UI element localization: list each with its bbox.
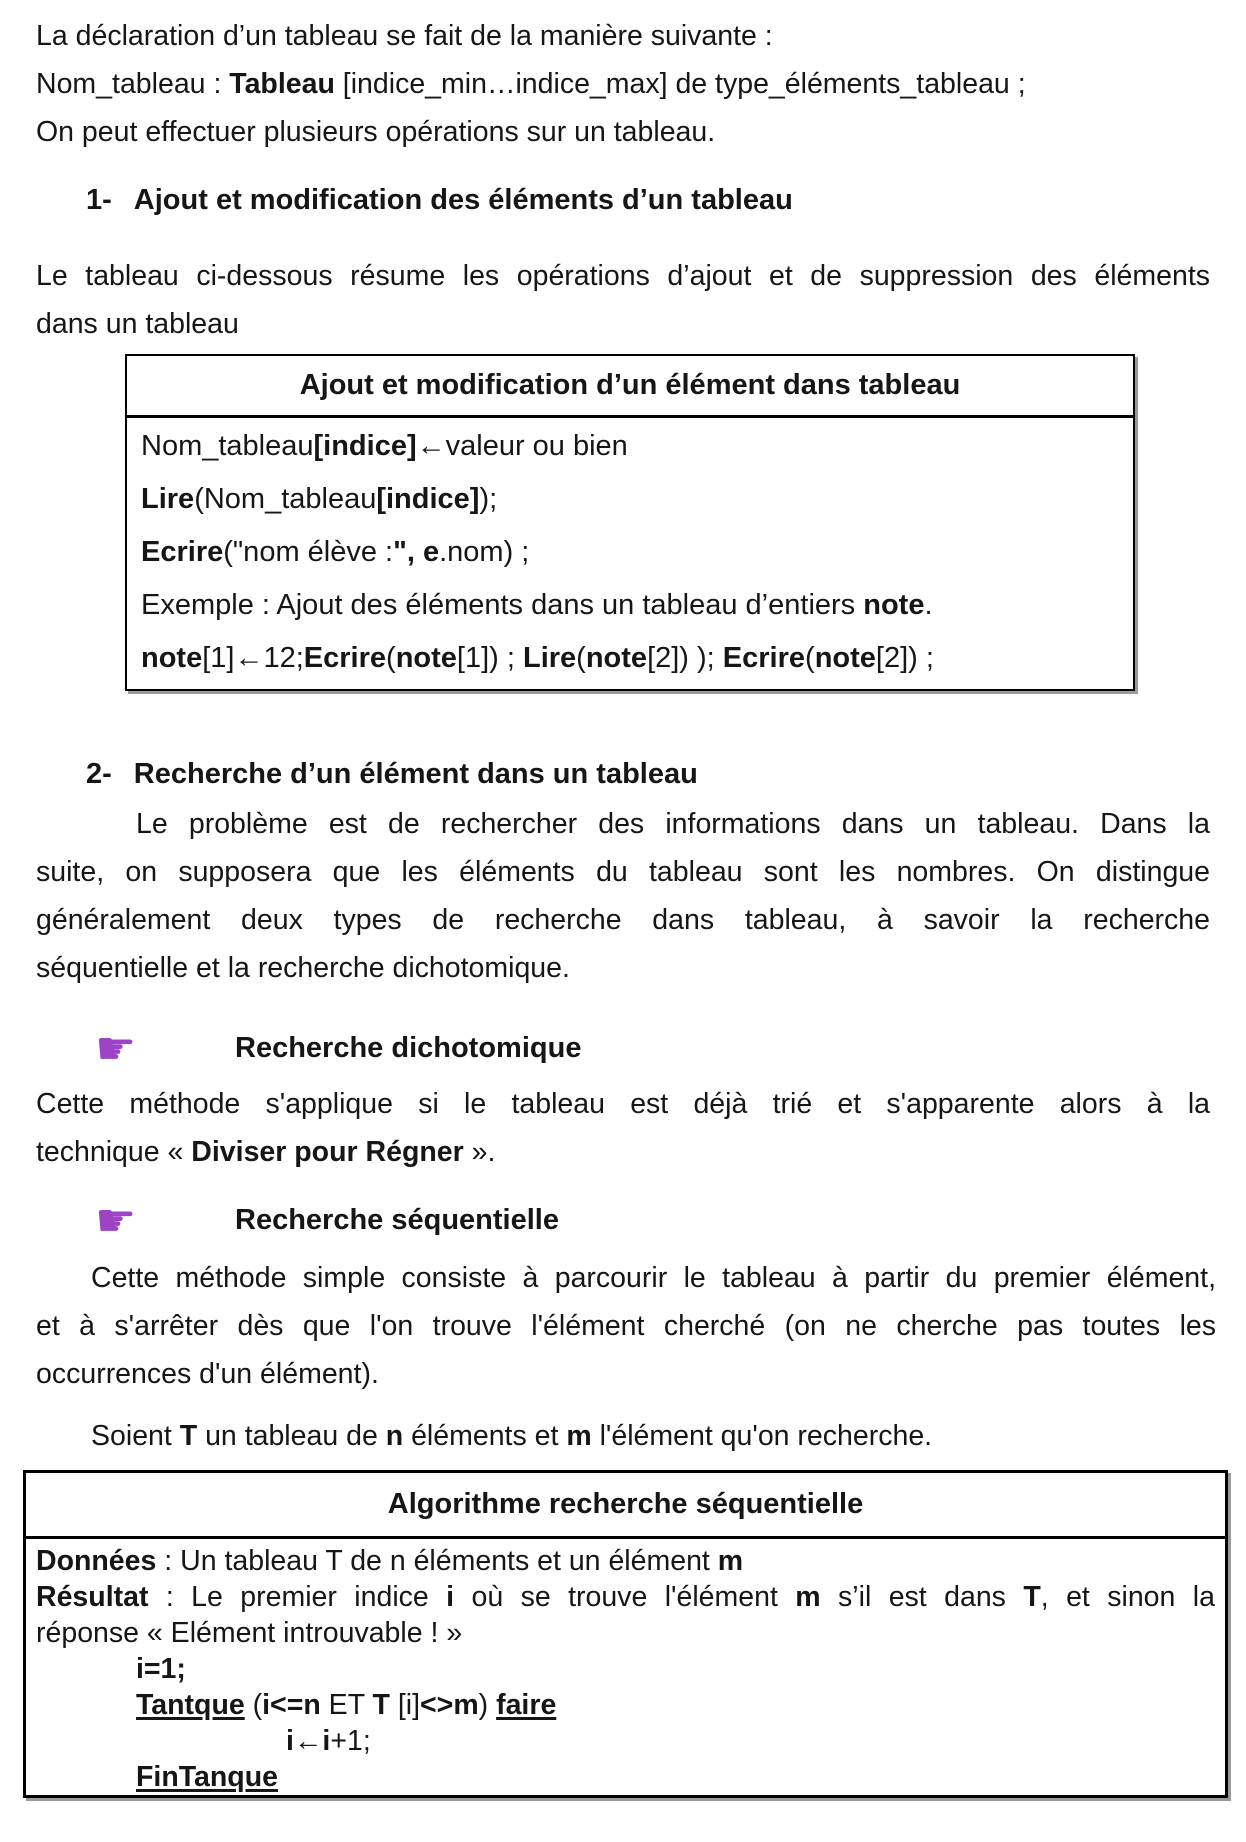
intro-paragraph	[36, 12, 1212, 156]
text-segment: note	[141, 642, 203, 674]
section2-number: 2-	[86, 758, 112, 790]
text-segment: )	[478, 1689, 497, 1721]
section1-heading	[86, 176, 793, 224]
text-segment: Cette méthode s'applique si le tableau est déjà trié et s'apparente alors à la	[36, 1088, 1210, 1120]
algorithm-table	[23, 1470, 1228, 1798]
text-segment: );	[479, 483, 498, 515]
text-segment: éléments et	[403, 1420, 567, 1452]
text-segment: Lire	[522, 642, 577, 674]
text-line	[36, 1759, 1215, 1795]
text-line	[141, 632, 1119, 685]
text-line	[36, 944, 1210, 992]
text-segment: [2]) );	[647, 642, 723, 674]
text-segment: Tantque	[136, 1689, 245, 1721]
text-segment: dans un tableau	[36, 308, 239, 340]
text-line	[36, 1651, 1215, 1687]
pointing-finger-icon: ☛	[95, 1021, 137, 1075]
text-segment: ("nom élève :	[223, 536, 394, 568]
dichotomique-paragraph	[36, 1080, 1210, 1176]
text-segment: Ecrire	[303, 642, 387, 674]
text-line	[36, 60, 1212, 108]
soient-line	[36, 1412, 1210, 1460]
text-segment: un tableau de	[197, 1420, 386, 1452]
text-segment: i	[446, 1581, 455, 1613]
text-segment: [1]←12;	[202, 642, 304, 674]
text-segment: (	[244, 1689, 263, 1721]
text-segment: Le tableau ci-dessous résume les opérations d’ajout et de suppression des éléments	[36, 260, 1210, 292]
text-segment: ET	[320, 1689, 373, 1721]
text-line	[36, 1254, 1216, 1302]
text-line	[36, 12, 1212, 60]
algorithm-table-title: Algorithme recherche séquentielle	[26, 1473, 1225, 1539]
text-line	[36, 1128, 1210, 1176]
text-segment: FinTanque	[136, 1761, 278, 1793]
text-segment: généralement deux types de recherche dans tableau, à savoir la recherche	[36, 904, 1210, 936]
subsection-dichotomique-header	[95, 1022, 795, 1074]
text-segment: T	[1023, 1581, 1041, 1613]
text-segment: T	[179, 1420, 198, 1452]
text-segment: [indice]	[376, 483, 480, 515]
subsection-dichotomique-title: Recherche dichotomique	[235, 1032, 582, 1064]
text-segment: : Le premier indice	[148, 1581, 447, 1613]
text-segment: [i]	[389, 1689, 421, 1721]
text-segment: ←valeur ou bien	[416, 430, 628, 462]
text-segment: n	[385, 1420, 404, 1452]
text-line	[36, 896, 1210, 944]
text-line	[36, 1302, 1216, 1350]
text-segment: Cette méthode simple consiste à parcourir le tableau à partir du premier élément,	[91, 1262, 1216, 1294]
text-segment: ", e	[393, 536, 440, 568]
text-segment: note	[814, 642, 876, 674]
text-line	[36, 1080, 1210, 1128]
text-segment: [indice]	[313, 430, 417, 462]
text-segment: i<=n	[262, 1689, 321, 1721]
text-segment: s’il est dans	[820, 1581, 1024, 1613]
text-segment: Nom_tableau	[141, 430, 314, 462]
text-segment: m	[717, 1545, 744, 1577]
operations-table	[125, 354, 1135, 691]
text-line	[36, 1543, 1215, 1579]
text-segment: séquentielle et la recherche dichotomique.	[36, 952, 570, 984]
text-line	[141, 579, 1119, 632]
text-segment: La déclaration d’un tableau se fait de la manière suivante :	[36, 20, 773, 52]
section2-paragraph	[36, 800, 1210, 992]
section2-title: Recherche d’un élément dans un tableau	[133, 758, 698, 790]
text-line	[141, 473, 1119, 526]
text-segment: [indice_min…indice_max] de type_éléments_tableau ;	[334, 68, 1026, 100]
text-segment: i←i	[286, 1725, 331, 1757]
text-segment: Diviser pour Régner	[191, 1136, 464, 1168]
text-segment: ».	[463, 1136, 496, 1168]
text-segment: note	[585, 642, 648, 674]
text-line	[36, 1350, 1216, 1398]
text-segment: m	[795, 1581, 821, 1613]
text-line	[36, 300, 1210, 348]
text-segment: Le problème est de rechercher des informations dans un tableau. Dans la	[136, 808, 1210, 840]
text-segment: note	[863, 589, 925, 621]
text-segment: occurrences d'un élément).	[36, 1358, 379, 1390]
text-line	[36, 1615, 1215, 1651]
text-segment: : Un tableau T de n éléments et un élément	[156, 1545, 718, 1577]
text-segment: On peut effectuer plusieurs opérations sur un tableau.	[36, 116, 716, 148]
text-segment: Ecrire	[141, 536, 224, 568]
text-line	[36, 1687, 1215, 1723]
text-segment: .nom) ;	[439, 536, 530, 568]
text-segment: (	[386, 642, 396, 674]
text-segment: Tableau	[229, 68, 335, 100]
text-segment: note	[395, 642, 457, 674]
text-segment: Nom_tableau :	[36, 68, 230, 100]
text-segment: [1]) ;	[456, 642, 523, 674]
text-segment: Ecrire	[722, 642, 806, 674]
operations-table-body	[127, 418, 1133, 689]
text-line	[36, 1412, 1210, 1460]
text-segment: Exemple : Ajout des éléments dans un tableau d’entiers	[141, 589, 864, 621]
text-segment: , et sinon la	[1040, 1581, 1215, 1613]
text-line	[141, 420, 1119, 473]
text-segment: technique «	[36, 1136, 192, 1168]
text-segment: T	[372, 1689, 390, 1721]
pointing-finger-icon: ☛	[95, 1193, 137, 1247]
text-segment: (	[805, 642, 815, 674]
text-segment: i=1;	[136, 1653, 186, 1685]
text-segment: (	[576, 642, 586, 674]
text-line	[36, 252, 1210, 300]
text-segment: où se trouve l'élément	[454, 1581, 796, 1613]
text-segment: faire	[496, 1689, 557, 1721]
text-segment: Données	[36, 1545, 157, 1577]
text-segment: suite, on supposera que les éléments du tableau sont les nombres. On distingue	[36, 856, 1210, 888]
text-segment: [2]) ;	[875, 642, 934, 674]
algorithm-table-body	[26, 1539, 1225, 1795]
section2-heading	[86, 750, 698, 798]
text-line	[36, 800, 1210, 848]
text-segment: <>m	[420, 1689, 479, 1721]
text-segment: m	[566, 1420, 592, 1452]
subsection-sequentielle-header	[95, 1194, 795, 1246]
subsection-sequentielle-title: Recherche séquentielle	[235, 1204, 559, 1236]
text-line	[36, 848, 1210, 896]
text-segment: Soient	[91, 1420, 180, 1452]
text-segment: réponse « Elément introuvable ! »	[36, 1617, 463, 1649]
text-segment: et à s'arrêter dès que l'on trouve l'élément cherché (on ne cherche pas toutes les	[36, 1310, 1216, 1342]
text-segment: Résultat	[36, 1581, 149, 1613]
section1-number: 1-	[86, 184, 112, 216]
text-segment: Lire	[141, 483, 195, 515]
section1-title: Ajout et modification des éléments d’un tableau	[133, 184, 793, 216]
section1-paragraph	[36, 252, 1210, 348]
text-line	[36, 1723, 1215, 1759]
text-line	[36, 108, 1212, 156]
text-segment: +1;	[330, 1725, 371, 1757]
text-line	[141, 526, 1119, 579]
sequentielle-paragraph	[36, 1254, 1216, 1398]
text-segment: (Nom_tableau	[194, 483, 377, 515]
operations-table-title: Ajout et modification d’un élément dans tableau	[127, 356, 1133, 418]
text-line	[36, 1579, 1215, 1615]
text-segment: l'élément qu'on recherche.	[591, 1420, 933, 1452]
text-segment: .	[924, 589, 933, 621]
